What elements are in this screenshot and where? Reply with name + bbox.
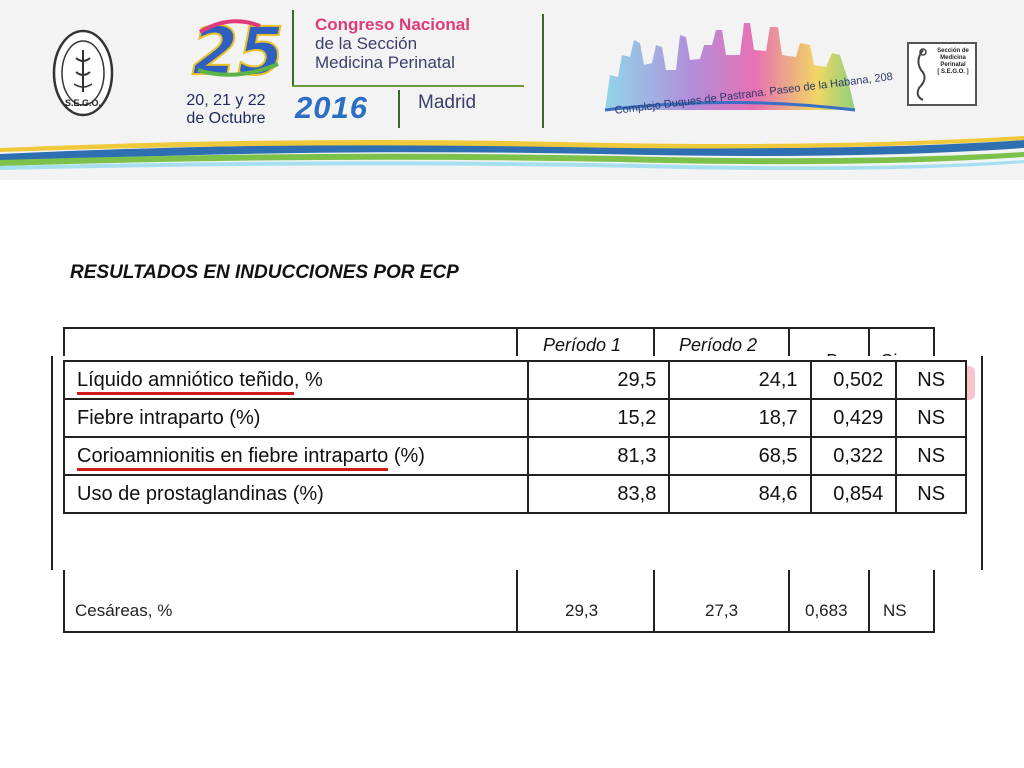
- madrid-skyline-illustration: [600, 15, 860, 135]
- svg-text:25: 25: [192, 13, 284, 82]
- section-logo-line2: Medicina: [940, 55, 966, 61]
- section-logo-line4: [ S.E.G.O. ]: [937, 69, 969, 75]
- significance-text: NS: [917, 368, 946, 391]
- results-table: [63, 360, 967, 514]
- congress-title: [315, 15, 535, 72]
- label-text: Fiebre intraparto (%): [77, 406, 261, 429]
- p-value: 0,502: [811, 361, 897, 399]
- period2-value: 68,5: [669, 437, 810, 475]
- header-period-1: Período 1: [543, 335, 622, 355]
- row-label: [64, 475, 528, 513]
- label-suffix: (%): [388, 444, 425, 467]
- dates-line1: 20, 21 y 22: [186, 92, 266, 109]
- back-last-row-p: 0,683: [805, 601, 848, 620]
- header-divider-left: [292, 10, 294, 85]
- header-hline: [292, 85, 524, 87]
- header-banner: [0, 0, 1024, 180]
- congress-title-line2: de la Sección: [315, 34, 418, 53]
- label-suffix: , %: [293, 368, 323, 391]
- table-row: [64, 399, 966, 437]
- significance-value: [896, 361, 966, 399]
- header-period-2: Período 2: [679, 335, 758, 355]
- congress-city: Madrid: [418, 92, 477, 113]
- congress-year: 2016: [295, 90, 368, 125]
- section-perinatal-logo: [907, 42, 977, 106]
- banner-swoosh: [0, 130, 1024, 180]
- back-last-row-period2: 27,3: [705, 601, 739, 620]
- logo-25: [190, 12, 286, 82]
- section-logo-line1: Sección de: [937, 48, 969, 54]
- header-divider-right: [542, 14, 544, 128]
- seal-label: S.E.G.O.: [64, 98, 101, 108]
- p-value: 0,429: [811, 399, 897, 437]
- section-logo-line3: Perinatal: [940, 62, 966, 68]
- dates-line2: de Octubre: [186, 110, 266, 127]
- underlined-label: Líquido amniótico teñido: [77, 369, 294, 395]
- sego-seal-logo: [52, 28, 114, 118]
- table-row: [64, 475, 966, 513]
- back-last-row-label: Cesáreas, %: [75, 601, 173, 620]
- slide-title: RESULTADOS EN INDUCCIONES POR ECP: [70, 262, 459, 283]
- back-last-row-sig: NS: [883, 601, 907, 620]
- back-last-row-period1: 29,3: [565, 601, 599, 620]
- congress-venue: Complejo Duques de Pastrana. Paseo de la Habana, 208: [614, 70, 894, 117]
- period2-value: 18,7: [669, 399, 810, 437]
- significance-value: NS: [896, 437, 966, 475]
- significance-value: NS: [896, 399, 966, 437]
- period2-value: 84,6: [669, 475, 810, 513]
- p-value: 0,854: [811, 475, 897, 513]
- period1-value: 83,8: [528, 475, 669, 513]
- p-value: 0,322: [811, 437, 897, 475]
- period1-value: 29,5: [528, 361, 669, 399]
- label-text: Uso de prostaglandinas (%): [77, 482, 324, 505]
- significance-value: NS: [896, 475, 966, 513]
- period2-value: 24,1: [669, 361, 810, 399]
- period1-value: 15,2: [528, 399, 669, 437]
- row-label: [64, 437, 528, 475]
- period1-value: 81,3: [528, 437, 669, 475]
- header-divider-year: [398, 90, 400, 128]
- section-logo-text: [931, 48, 975, 76]
- row-label: [64, 399, 528, 437]
- congress-title-line1: Congreso Nacional: [315, 15, 470, 34]
- congress-title-line3: Medicina Perinatal: [315, 53, 455, 72]
- row-label: [64, 361, 528, 399]
- congress-dates: [166, 92, 286, 128]
- underlined-label: Corioamnionitis en fiebre intraparto: [77, 445, 388, 471]
- table-row: [64, 437, 966, 475]
- table-row: [64, 361, 966, 399]
